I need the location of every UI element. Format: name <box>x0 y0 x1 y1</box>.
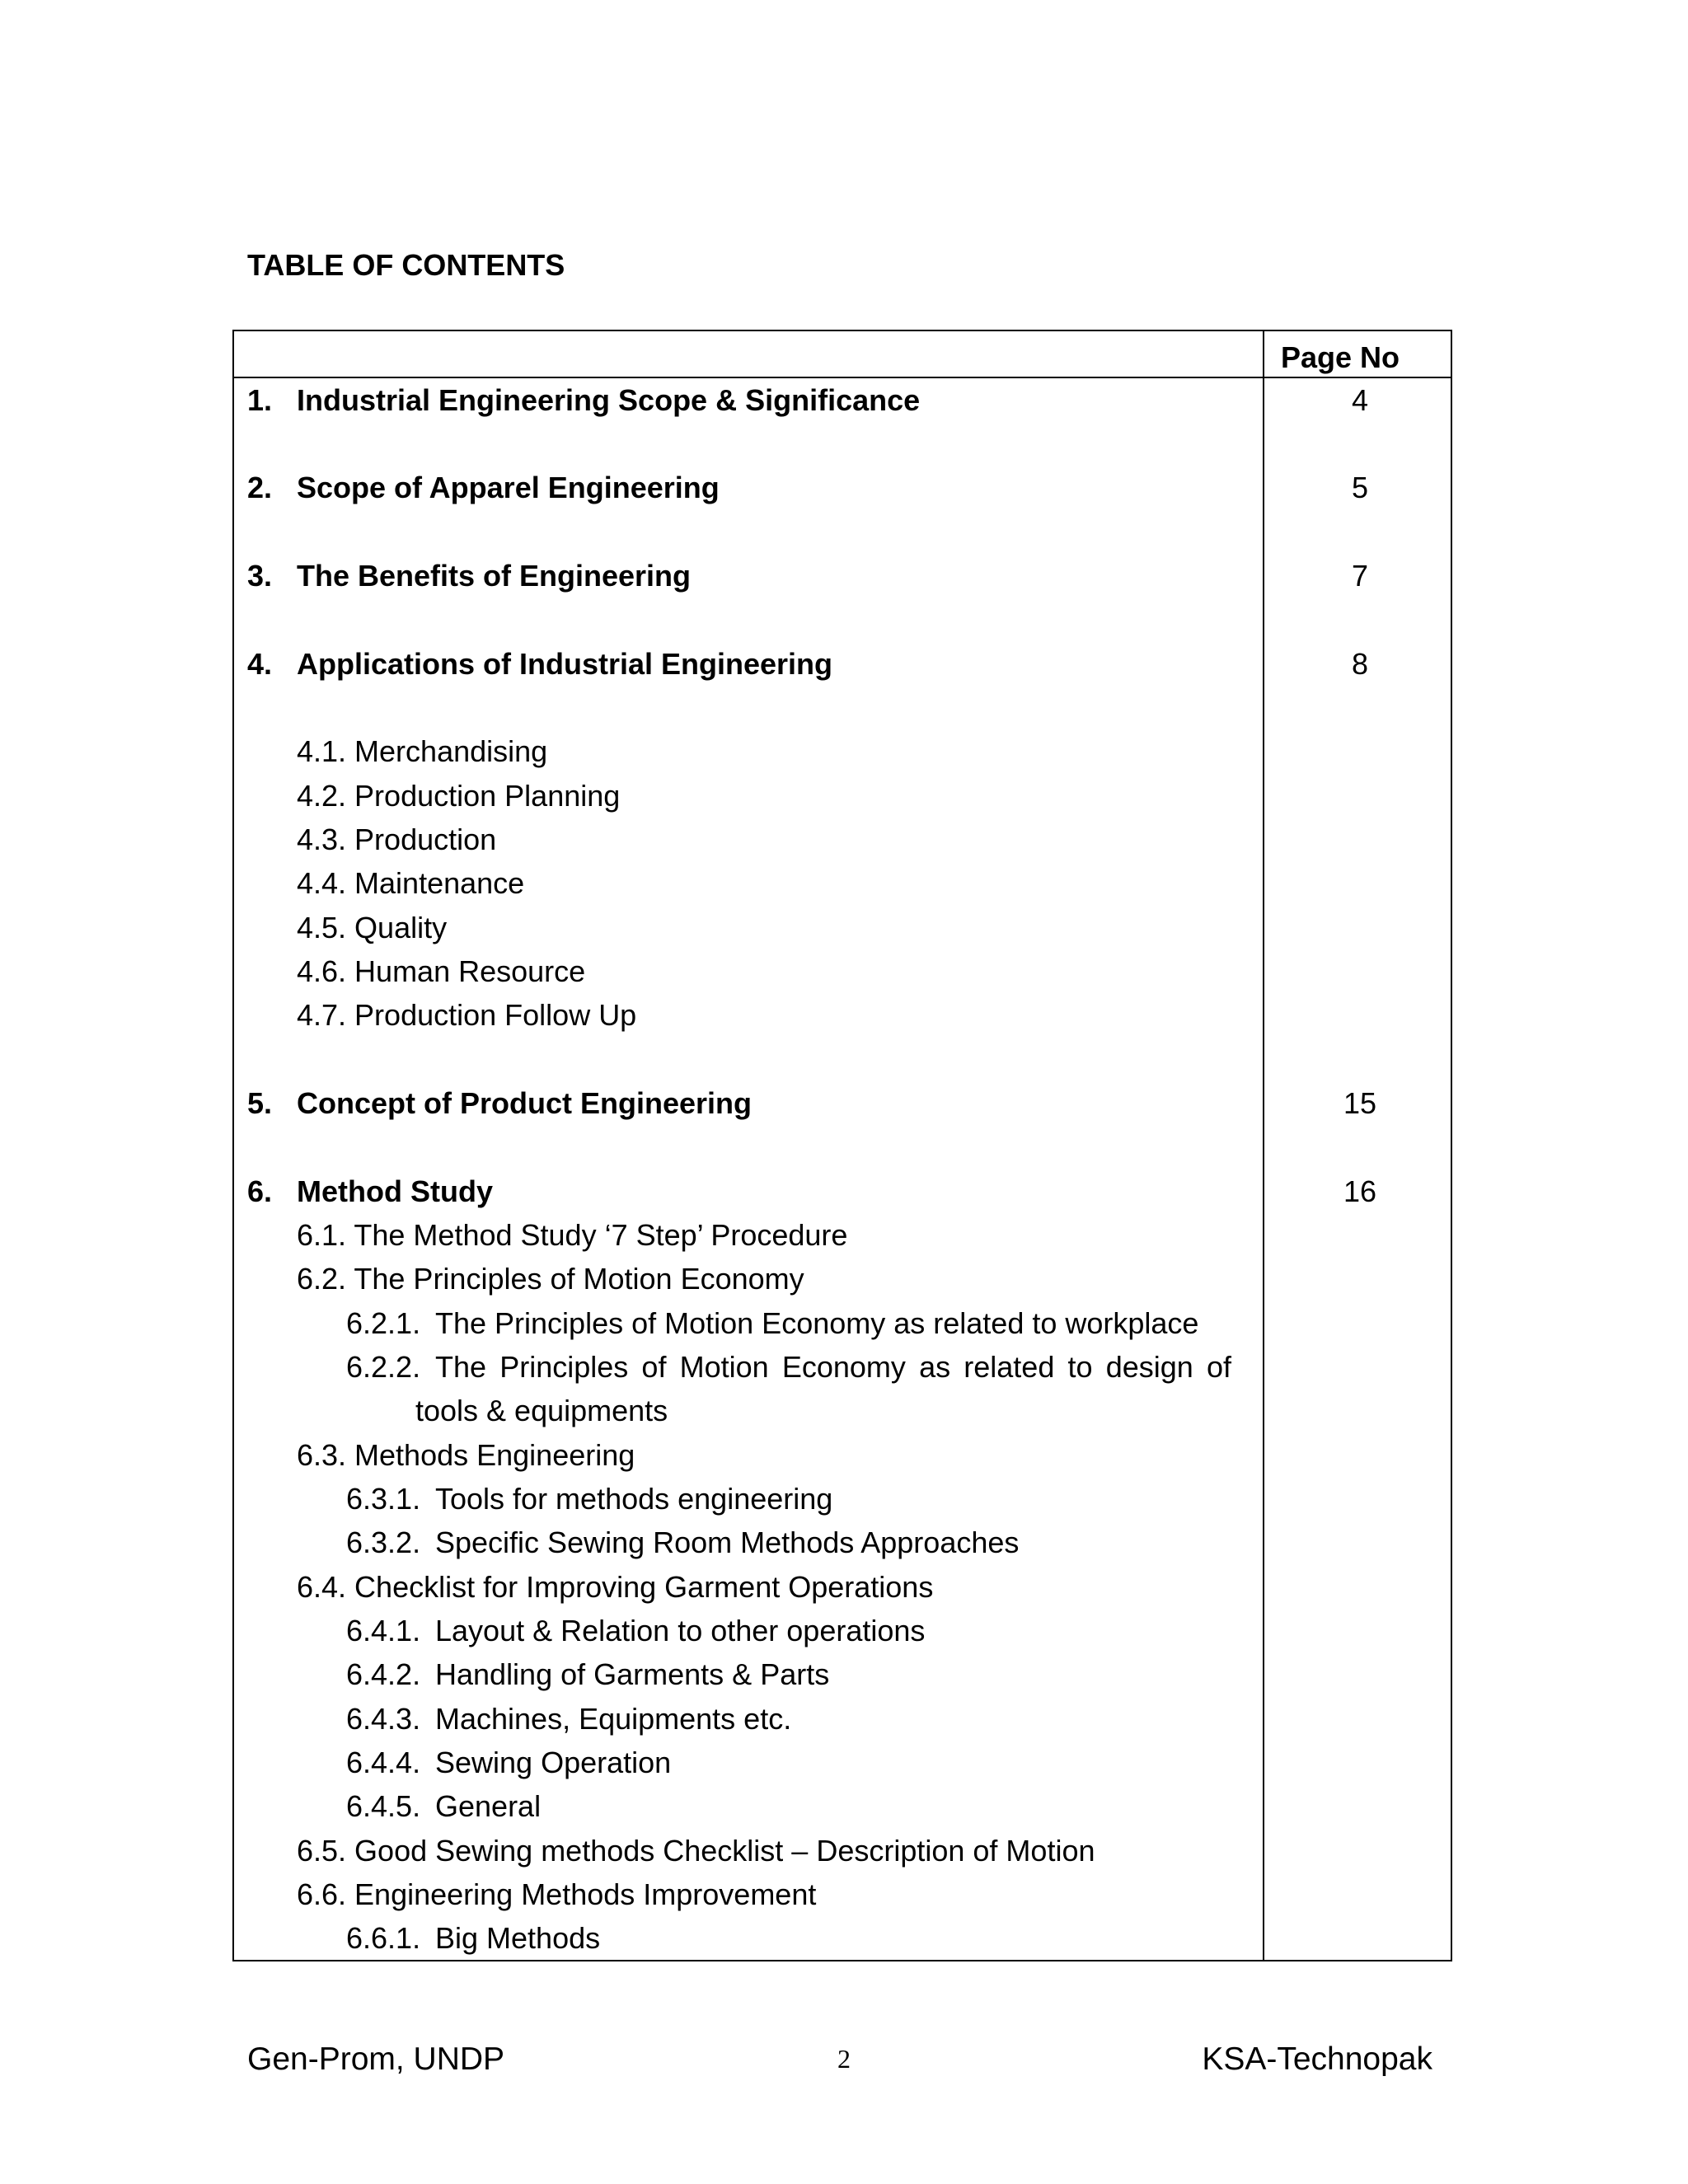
toc-subentry-title: Machines, Equipments etc. <box>435 1702 792 1736</box>
toc-subentry-number: 6.4.1. <box>346 1614 421 1647</box>
page-number-column-header: Page No <box>1281 340 1400 374</box>
toc-subentry-title: The Principles of Motion Economy as related to workplace <box>435 1306 1199 1340</box>
toc-entry-6[interactable] <box>247 1174 493 1210</box>
toc-subentry-6-2[interactable]: 6.2. The Principles of Motion Economy <box>297 1262 804 1296</box>
toc-entry-number: 6. <box>247 1174 273 1208</box>
column-divider <box>1263 331 1264 1960</box>
toc-subentry-title: Tools for methods engineering <box>435 1482 833 1516</box>
toc-subentry-4-5[interactable]: 4.5. Quality <box>297 911 448 944</box>
toc-subentry-title: Layout & Relation to other operations <box>435 1614 926 1647</box>
toc-subentry-6-6-1[interactable] <box>346 1920 600 1957</box>
toc-subentry-6-2-2[interactable] <box>346 1349 435 1385</box>
toc-subentry-number: 6.3.1. <box>346 1482 421 1516</box>
toc-subentry-number: 6.4.3. <box>346 1702 421 1736</box>
toc-subentry-4-7[interactable]: 4.7. Production Follow Up <box>297 998 637 1032</box>
toc-subentry-4-3[interactable]: 4.3. Production <box>297 823 497 856</box>
toc-page-number: 4 <box>1351 383 1369 417</box>
toc-entry-3[interactable] <box>247 558 691 594</box>
toc-subentry-6-4-4[interactable] <box>346 1745 671 1781</box>
toc-subentry-title: Specific Sewing Room Methods Approaches <box>435 1526 1020 1559</box>
toc-subentry-6-4-2[interactable] <box>346 1657 829 1693</box>
toc-entry-title: Method Study <box>297 1174 493 1208</box>
toc-subentry-6-4-3[interactable] <box>346 1701 791 1737</box>
toc-heading: TABLE OF CONTENTS <box>247 248 565 282</box>
toc-subentry-number: 6.3.2. <box>346 1526 421 1559</box>
toc-subentry-4-1[interactable]: 4.1. Merchandising <box>297 734 548 768</box>
toc-entry-number: 4. <box>247 647 273 681</box>
toc-subentry-number: 6.4.5. <box>346 1789 421 1823</box>
toc-entry-number: 5. <box>247 1086 273 1120</box>
toc-entry-title: Industrial Engineering Scope & Significance <box>297 383 921 417</box>
toc-entry-number: 1. <box>247 383 273 417</box>
toc-subentry-6-2-2-continuation: tools & equipments <box>415 1394 668 1427</box>
toc-entry-title: Scope of Apparel Engineering <box>297 471 720 504</box>
toc-subentry-title: Big Methods <box>435 1921 601 1955</box>
toc-subentry-6-4-1[interactable] <box>346 1613 925 1649</box>
toc-subentry-number: 6.2.1. <box>346 1306 421 1340</box>
header-rule <box>234 377 1451 378</box>
toc-page-number: 7 <box>1351 559 1369 593</box>
toc-page-number: 5 <box>1351 471 1369 504</box>
toc-page-number: 8 <box>1351 647 1369 681</box>
toc-table <box>232 330 1452 1961</box>
toc-entry-1[interactable] <box>247 382 920 419</box>
toc-subentry-6-1[interactable]: 6.1. The Method Study ‘7 Step’ Procedure <box>297 1218 848 1252</box>
toc-entry-2[interactable] <box>247 470 720 506</box>
footer-right-text: KSA-Technopak <box>1202 2041 1432 2077</box>
toc-subentry-title: Handling of Garments & Parts <box>435 1657 830 1691</box>
toc-subentry-title: General <box>435 1789 542 1823</box>
toc-subentry-6-5[interactable]: 6.5. Good Sewing methods Checklist – Description of Motion <box>297 1834 1095 1868</box>
toc-subentry-6-6[interactable]: 6.6. Engineering Methods Improvement <box>297 1877 817 1911</box>
toc-entry-number: 3. <box>247 559 273 593</box>
toc-subentry-4-4[interactable]: 4.4. Maintenance <box>297 866 525 900</box>
toc-subentry-number: 6.4.2. <box>346 1657 421 1691</box>
toc-entry-title: Applications of Industrial Engineering <box>297 647 833 681</box>
toc-subentry-4-2[interactable]: 4.2. Production Planning <box>297 779 621 813</box>
toc-subentry-6-2-2-title[interactable]: The Principles of Motion Economy as related to design of <box>435 1350 1231 1384</box>
toc-entry-title: The Benefits of Engineering <box>297 559 692 593</box>
toc-entry-number: 2. <box>247 471 273 504</box>
toc-subentry-number: 6.6.1. <box>346 1921 421 1955</box>
footer-left-text: Gen-Prom, UNDP <box>247 2041 505 2077</box>
toc-subentry-6-2-1[interactable] <box>346 1305 1198 1342</box>
toc-entry-4[interactable] <box>247 646 832 682</box>
toc-subentry-6-3[interactable]: 6.3. Methods Engineering <box>297 1438 635 1472</box>
toc-subentry-6-3-2[interactable] <box>346 1525 1019 1561</box>
toc-subentry-6-3-1[interactable] <box>346 1481 832 1517</box>
toc-entry-5[interactable] <box>247 1085 752 1122</box>
toc-page-number: 15 <box>1343 1086 1377 1120</box>
toc-subentry-number: 6.4.4. <box>346 1746 421 1779</box>
footer-page-number: 2 <box>837 2044 851 2074</box>
toc-subentry-6-4-5[interactable] <box>346 1788 541 1825</box>
toc-subentry-number: 6.2.2. <box>346 1350 421 1384</box>
toc-entry-title: Concept of Product Engineering <box>297 1086 753 1120</box>
toc-subentry-title: Sewing Operation <box>435 1746 672 1779</box>
toc-page-number: 16 <box>1343 1174 1377 1208</box>
toc-subentry-4-6[interactable]: 4.6. Human Resource <box>297 954 586 988</box>
toc-subentry-6-4[interactable]: 6.4. Checklist for Improving Garment Operations <box>297 1570 934 1604</box>
